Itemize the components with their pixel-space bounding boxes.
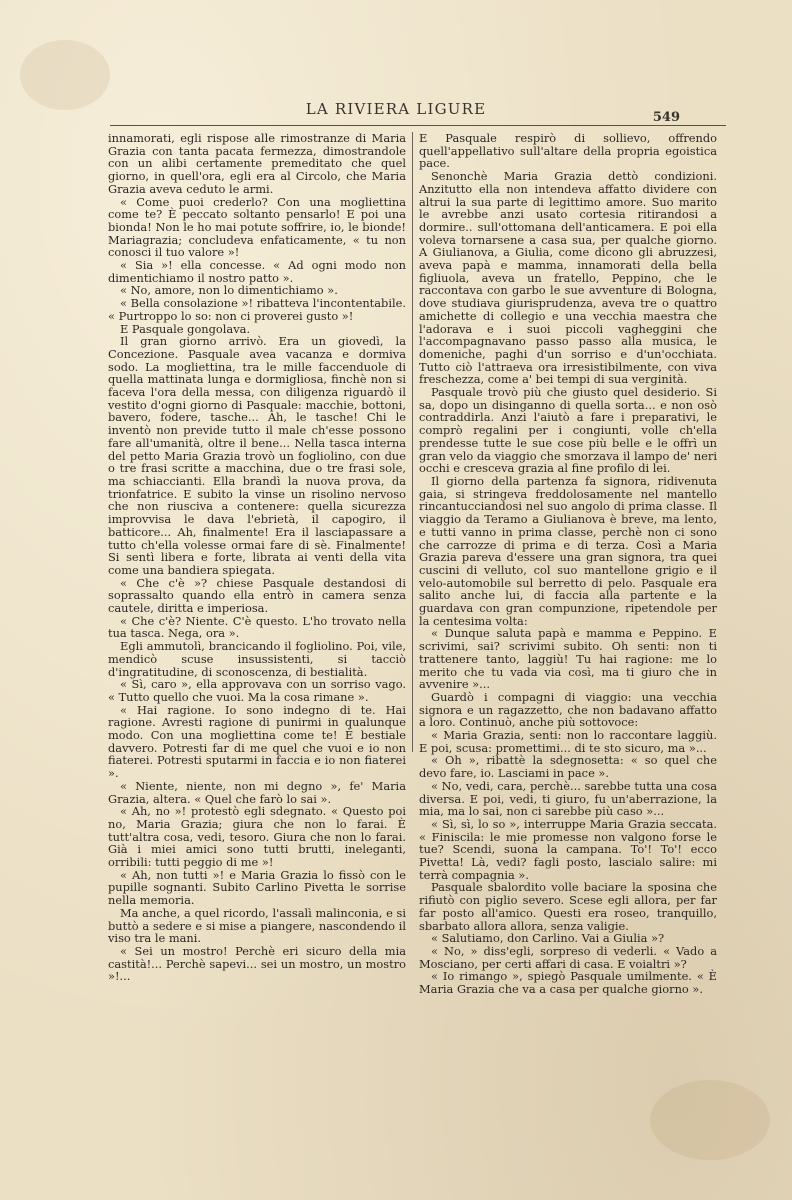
- paragraph: « Salutiamo, don Carlino. Vai a Giulia »?: [431, 931, 665, 946]
- paragraph: « Dunque saluta papà e mamma e Peppino. E scrivimi, sai? scrivimi subito. Oh senti: non ti trattenere tanto, laggiù! Tu hai ragione: me lo merito che tu vada via così, ma ti giuro che in avvenire »...: [419, 626, 717, 692]
- paragraph: « Sei un mostro! Perchè eri sicuro della mia castità!... Perchè sapevi... sei un mostro, un mostro »!...: [108, 944, 406, 984]
- paragraph: Ma anche, a quel ricordo, l'assalì malinconia, e si buttò a sedere e si mise a piangere, nascondendo il viso tra le mani.: [108, 905, 406, 946]
- paragraph: « Sia »! ella concesse. « Ad ogni modo non dimentichiamo il nostro patto ».: [108, 258, 406, 285]
- paragraph: « Come puoi crederlo? Con una mogliettina come te? È peccato soltanto pensarlo! E poi una bionda! Non le ho mai potute soffrire, io, le bionde! Mariagrazia; concludeva enfaticamente, « tu non conosci il tuo valore »!: [108, 194, 406, 260]
- running-head: LA RIVIERA LIGURE: [305, 100, 487, 118]
- paragraph: « No, vedi, cara, perchè... sarebbe tutta una cosa diversa. E poi, vedi, ti giuro, fu un'aberrazione, la mia, ma lo sai, non ci sarebbe più caso »...: [419, 778, 717, 819]
- paragraph: « Niente, niente, non mi degno », fe' Maria Grazia, altera. « Quel che farò lo sai ».: [108, 778, 406, 806]
- paragraph: Pasquale trovò più che giusto quel desiderio. Si sa, dopo un disinganno di quella sorta... e non osò contraddirla. Anzi l'aiutò a fare i preparativi, le comprò regalini per i congiunti, volle ch'ella prendesse tutte le sue cose più belle e le offrì un gran velo da viaggio che smorzava il lampo de' neri occhi e cresceva grazia al fine profilo di lei.: [419, 385, 717, 476]
- paragraph: « No, amore, non lo dimentichiamo ».: [120, 283, 338, 298]
- paragraph: « Oh », ribattè la sdegnosetta: « so quel che devo fare, io. Lasciami in pace ».: [419, 753, 717, 781]
- paragraph: « Bella consolazione »! ribatteva l'incontentabile. « Purtroppo lo so: non ci proverei gusto »!: [108, 296, 406, 323]
- right-column: [419, 131, 717, 997]
- left-column: [108, 131, 406, 984]
- paragraph: « Ah, no »! protestò egli sdegnato. « Questo poi no, Maria Grazia; giura che non lo farai. È tutt'altra cosa, vedi, tesoro. Giura che non lo farai. Già i miei amici sono tutti brutti, ineleganti, orribili: tutti peggio di me »!: [108, 804, 406, 870]
- column-divider: [412, 132, 413, 752]
- paragraph: « Che c'è? Niente. C'è questo. L'ho trovato nella tua tasca. Nega, ora ».: [108, 613, 406, 641]
- paragraph: « Sì, caro », ella approvava con un sorriso vago. « Tutto quello che vuoi. Ma la cosa rimane ».: [108, 677, 406, 704]
- paragraph: Egli ammutolì, brancicando il fogliolino. Poi, vile, mendicò scuse insussistenti, si tacciò d'ingratitudine, di sconoscenza, di bestialità.: [108, 639, 406, 679]
- paragraph: E Pasquale respirò di sollievo, offrendo quell'appellativo sull'altare della propria egoistica pace.: [419, 131, 717, 171]
- paragraph: Il giorno della partenza fa signora, ridivenuta gaia, si stringeva freddolosamente nel mantello rincantucciandosi nel suo angolo di prima classe. Il viaggio da Teramo a Giulianova è breve, ma lento, e tutti vanno in prima classe, perchè non ci sono che carrozze di prima e di terza. Così a Maria Grazia pareva d'essere una gran signora, tra quei cuscini di velluto, col suo mantellone grigio e il velo-automobile sul berretto di pelo. Pasquale era salito anche lui, di faccia alla partente e la guardava con gran compunzione, ripetendole per la centesima volta:: [419, 473, 717, 628]
- paragraph: « Hai ragione. Io sono indegno di te. Hai ragione. Avresti ragione di punirmi in qualunque modo. Con una mogliettina come te! È bestiale davvero. Potresti far di me quel che vuoi e io non fiaterei. Potresti sputarmi in faccia e io non fiaterei ».: [108, 702, 406, 781]
- header-rule: [110, 125, 726, 126]
- paragraph: « Ah, non tutti »! e Maria Grazia lo fissò con le pupille sognanti. Subito Carlino Pivetta le sorrise nella memoria.: [108, 867, 406, 908]
- paragraph: « No, » diss'egli, sorpreso di vederli. « Vado a Mosciano, per certi affari di casa. E voialtri »?: [419, 944, 717, 971]
- page-number: 549: [652, 110, 680, 125]
- paragraph: Pasquale sbalordito volle baciare la sposina che rifiutò con piglio severo. Scese egli allora, per far far posto all'amico. Questi era roseo, tranquillo, sbarbato allora allora, senza valigie.: [419, 880, 717, 933]
- paragraph: « Che c'è »? chiese Pasquale destandosi di soprassalto quando ella entrò in camera senza cautele, diritta e imperiosa.: [108, 575, 406, 616]
- paragraph: « Io rimango », spiegò Pasquale umilmente. « È Maria Grazia che va a casa per qualche giorno ».: [419, 969, 717, 997]
- paragraph: « Sì, sì, lo so », interruppe Maria Grazia seccata. « Finiscila: le mie promesse non valgono forse le tue? Scendi, suona la campana. To'! To'! ecco Pivetta! Là, vedi? fagli posto, lascialo salire: mi terrà compagnia ».: [419, 816, 717, 882]
- paragraph: E Pasquale gongolava.: [120, 321, 251, 336]
- paragraph: Guardò i compagni di viaggio: una vecchia signora e un ragazzetto, che non badavano affatto a loro. Continuò, anche più sottovoce:: [419, 689, 717, 730]
- paragraph: « Maria Grazia, senti: non lo raccontare laggiù. E poi, scusa: promettimi... di te sto sicuro, ma »...: [419, 728, 717, 755]
- paragraph: Senonchè Maria Grazia dettò condizioni. Anzitutto ella non intendeva affatto dividere con altrui la sua parte di legittimo amore. Suo marito le avrebbe anzi usato cortesia ritirandosi a dormire.. sull'ottomana dell'anticamera. E poi ella voleva tornarsene a casa sua, per qualche giorno. A Giulianova, a Giulia, come dicono gli abruzzesi, aveva papà e mamma, innamorati della bella figliuola, aveva un fratello, Peppino, che le raccontava con garbo le sue avventure di Bologna, dove studiava giurisprudenza, aveva tre o quattro amichette di collegio e una vecchia maestra che l'adorava e i suoi piccoli vagheggini che l'accompagnavano passo passo alla musica, le domeniche, paghi d'un sorriso e d'un'occhiata. Tutto ciò l'attraeva ora irresistibilmente, con viva freschezza, come a' bei tempi di sua verginità.: [419, 169, 717, 387]
- paragraph: Il gran giorno arrivò. Era un giovedì, la Concezione. Pasquale avea vacanza e dormiva sodo. La mogliettina, tra le mille faccenduole di quella mattinata lunga e dormigliosa, finchè non si faceva l'ora della messa, con diligenza riguardò il vestito d'ogni giorno di Pasquale: macchie, bottoni, bavero, fodere, tasche... Ah, le tasche! Chi le inventò non previde tutto il male ch'esse possono fare all'umanità, oltre il bene... Nella tasca interna del petto Maria Grazia trovò un fogliolino, con due o tre frasi scritte a macchina, due o tre frasi sole, ma schiaccianti. Ella brandì la nuova prova, da trionfatrice. E subito la vinse un risolino nervoso che non riusciva a contenere: quella sicurezza improvvisa le dava l'ebrietà, il capogiro, il batticore... Ah, finalmente! Era il lasciapassare a tutto ch'ella volesse ormai fare di sè. Finalmente! Si sentì libera e forte, librata ai venti della vita come una bandiera spiegata.: [108, 334, 406, 577]
- paragraph: innamorati, egli rispose alle rimostranze di Maria Grazia con tanta pacata fermezza, dimostrandole con un alibi certamente premeditato che quel giorno, in quell'ora, egli era al Circolo, che Maria Grazia aveva ceduto le armi.: [108, 131, 406, 196]
- page-header: [0, 96, 792, 132]
- paper-stain: [650, 1080, 770, 1160]
